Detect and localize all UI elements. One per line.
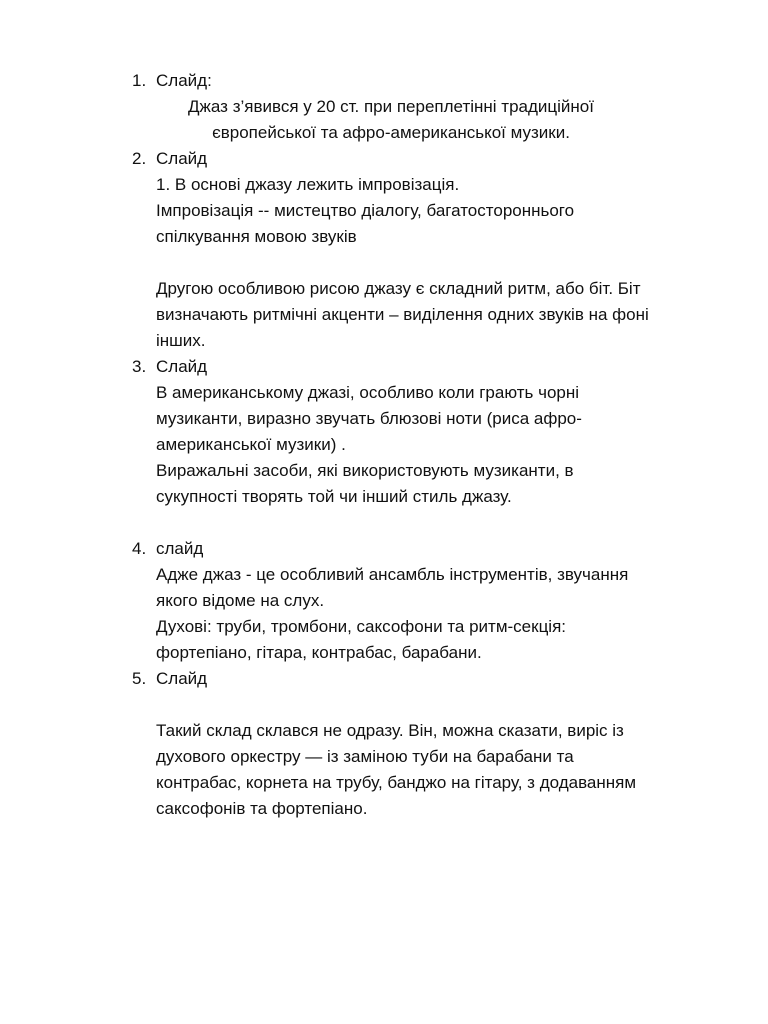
- list-number: 5.: [132, 669, 147, 688]
- slide-title: Слайд:: [156, 71, 212, 90]
- text-line: духового оркестру — із заміною туби на барабани та: [156, 747, 574, 766]
- text-line: В американському джазі, особливо коли грають чорні: [156, 383, 580, 402]
- list-item-slide-5: [0, 666, 768, 822]
- text-line: визначають ритмічні акценти – виділення одних звуків на фоні: [156, 305, 649, 324]
- slide-title: Слайд: [156, 669, 208, 688]
- list-item-slide-1: [0, 68, 768, 146]
- list-number: 4.: [132, 539, 147, 558]
- centered-text-line: європейської та афро-американської музики.: [212, 123, 570, 142]
- list-number: 3.: [132, 357, 147, 376]
- list-number: 2.: [132, 149, 147, 168]
- centered-text-line: Джаз з’явився у 20 ст. при переплетінні традиційної: [188, 97, 594, 116]
- blank-line: [156, 510, 728, 536]
- text-line: Другою особливою рисою джазу є складний ритм, або біт. Біт: [156, 279, 641, 298]
- list-item-slide-3: [0, 354, 768, 536]
- text-line: американської музики) .: [156, 435, 346, 454]
- blank-line: [156, 250, 728, 276]
- slide-title: Слайд: [156, 149, 208, 168]
- document-page: [0, 68, 768, 822]
- text-line: спілкування мовою звуків: [156, 227, 357, 246]
- text-line: Такий склад склався не одразу. Він, можна сказати, виріс із: [156, 721, 624, 740]
- text-line: 1. В основі джазу лежить імпровізація.: [156, 175, 460, 194]
- list-item-slide-4: [0, 536, 768, 666]
- text-line: Виражальні засоби, які використовують музиканти, в: [156, 461, 574, 480]
- text-line: фортепіано, гітара, контрабас, барабани.: [156, 643, 482, 662]
- text-line: інших.: [156, 331, 206, 350]
- slide-title: слайд: [156, 539, 204, 558]
- text-line: Адже джаз - це особливий ансамбль інструментів, звучання: [156, 565, 629, 584]
- text-line: саксофонів та фортепіано.: [156, 799, 368, 818]
- text-line: якого відоме на слух.: [156, 591, 325, 610]
- text-line: Духові: труби, тромбони, саксофони та ритм-секція:: [156, 617, 567, 636]
- text-line: Імпровізація -- мистецтво діалогу, багатостороннього: [156, 201, 575, 220]
- slide-title: Слайд: [156, 357, 208, 376]
- list-item-slide-2: [0, 146, 768, 354]
- list-number: 1.: [132, 71, 147, 90]
- text-line: контрабас, корнета на трубу, банджо на гітару, з додаванням: [156, 773, 637, 792]
- text-line: сукупності творять той чи інший стиль джазу.: [156, 487, 512, 506]
- text-line: музиканти, виразно звучать блюзові ноти (риса афро-: [156, 409, 582, 428]
- blank-line: [156, 692, 728, 718]
